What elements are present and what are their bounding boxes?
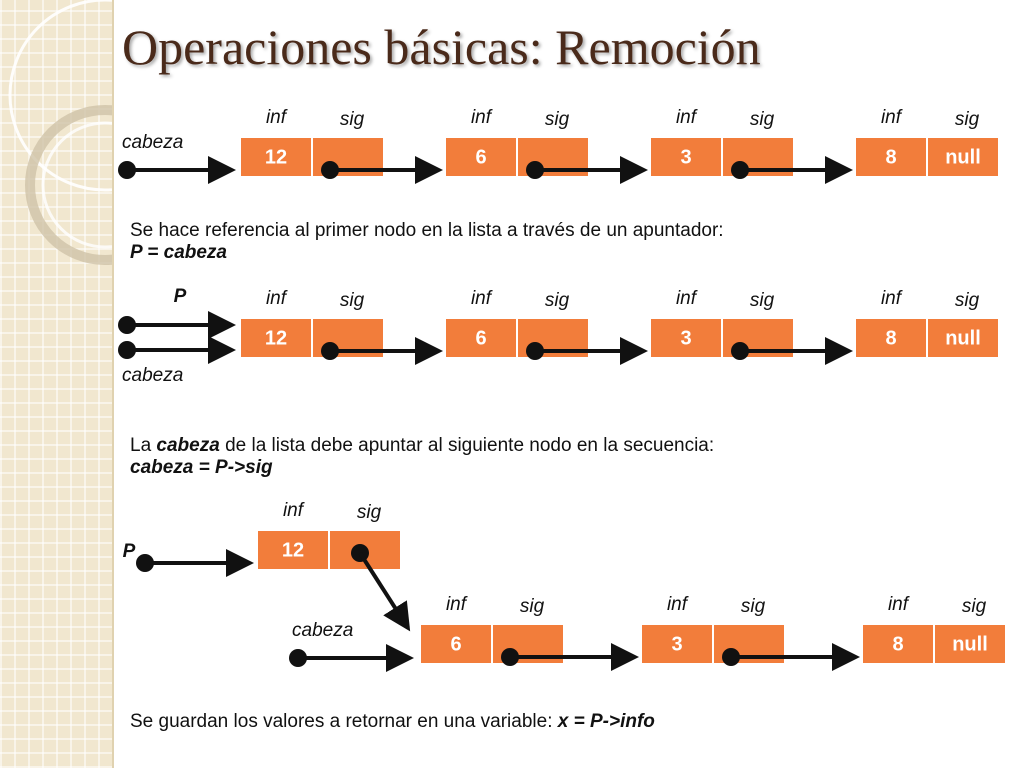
row3-node-1-inf-cell-value: 6 — [450, 633, 462, 656]
row2-node-4-sig-cell-value: null — [945, 327, 981, 350]
row1-node-2-inf-label: inf — [470, 107, 492, 128]
row1-node-1-sig-label: sig — [339, 109, 365, 130]
row2-node-3-inf-label: inf — [675, 288, 697, 309]
row3-node-1-inf-label: inf — [445, 594, 467, 615]
row2-node-1-inf-cell-value: 12 — [264, 327, 288, 350]
row3-node-2-inf-cell-value: 3 — [671, 633, 683, 656]
explanation-3-text: Se guardan los valores a retornar en una variable: — [130, 711, 558, 732]
row1-node-3-inf-cell-value: 3 — [680, 146, 692, 169]
row1-node-4-sig-label: sig — [954, 109, 980, 130]
row2-node-1-sig-label: sig — [339, 290, 365, 311]
row2-node-1-inf-label: inf — [265, 288, 287, 309]
row1-cabeza-label: cabeza — [122, 132, 184, 153]
explanation-3 — [130, 711, 655, 733]
explanation-2 — [130, 435, 714, 479]
row3-node-3-inf-label: inf — [887, 594, 909, 615]
explanation-1-text: Se hace referencia al primer nodo en la lista a través de un apuntador: — [130, 220, 724, 241]
row1-node-3-inf-label: inf — [675, 107, 697, 128]
row1-node-1-inf-label: inf — [265, 107, 287, 128]
row1-node-4-inf-label: inf — [880, 107, 902, 128]
row1-node-2-inf-cell-value: 6 — [475, 146, 487, 169]
row3-cabeza-label: cabeza — [292, 620, 354, 641]
code-assign-x: x = P->info — [557, 711, 655, 732]
explanation-2-bold: cabeza — [156, 435, 220, 456]
row2-p-label: P — [173, 286, 187, 307]
row2-node-2-sig-label: sig — [544, 290, 570, 311]
row3-removed-node-inf-label: inf — [282, 500, 304, 521]
code-assign-p: P = cabeza — [130, 242, 227, 263]
row3-node-3-sig-cell-value: null — [952, 633, 988, 656]
row2-node-3-inf-cell-value: 3 — [680, 327, 692, 350]
row2-node-4-inf-label: inf — [880, 288, 902, 309]
row3-node-3-inf-cell-value: 8 — [892, 633, 904, 656]
row1-node-3-sig-label: sig — [749, 109, 775, 130]
row2-node-2-inf-label: inf — [470, 288, 492, 309]
row3-node-1-sig-label: sig — [519, 596, 545, 617]
row1-node-2-sig-label: sig — [544, 109, 570, 130]
row2-cabeza-label: cabeza — [122, 365, 184, 386]
row3-removed-node-sig-label: sig — [356, 502, 382, 523]
explanation-2-pre: La — [130, 435, 157, 456]
row3-removed-node-inf-cell-value: 12 — [281, 539, 305, 562]
row2-node-3-sig-label: sig — [749, 290, 775, 311]
row1-node-4-sig-cell-value: null — [945, 146, 981, 169]
row2-node-4-inf-cell-value: 8 — [885, 327, 897, 350]
row2-node-4-sig-label: sig — [954, 290, 980, 311]
row3-node-2-inf-label: inf — [666, 594, 688, 615]
row2-node-2-inf-cell-value: 6 — [475, 327, 487, 350]
row3-p-label: P — [122, 541, 136, 562]
row3-node-2-sig-label: sig — [740, 596, 766, 617]
row1-node-1-inf-cell-value: 12 — [264, 146, 288, 169]
explanation-1 — [130, 220, 724, 264]
row1-node-4-inf-cell-value: 8 — [885, 146, 897, 169]
code-assign-cabeza: cabeza = P->sig — [130, 457, 273, 478]
row3-node-3-sig-label: sig — [961, 596, 987, 617]
explanation-2-post: de la lista debe apuntar al siguiente nodo en la secuencia: — [219, 435, 715, 456]
slide-title: Operaciones básicas: Remoción — [122, 19, 761, 75]
